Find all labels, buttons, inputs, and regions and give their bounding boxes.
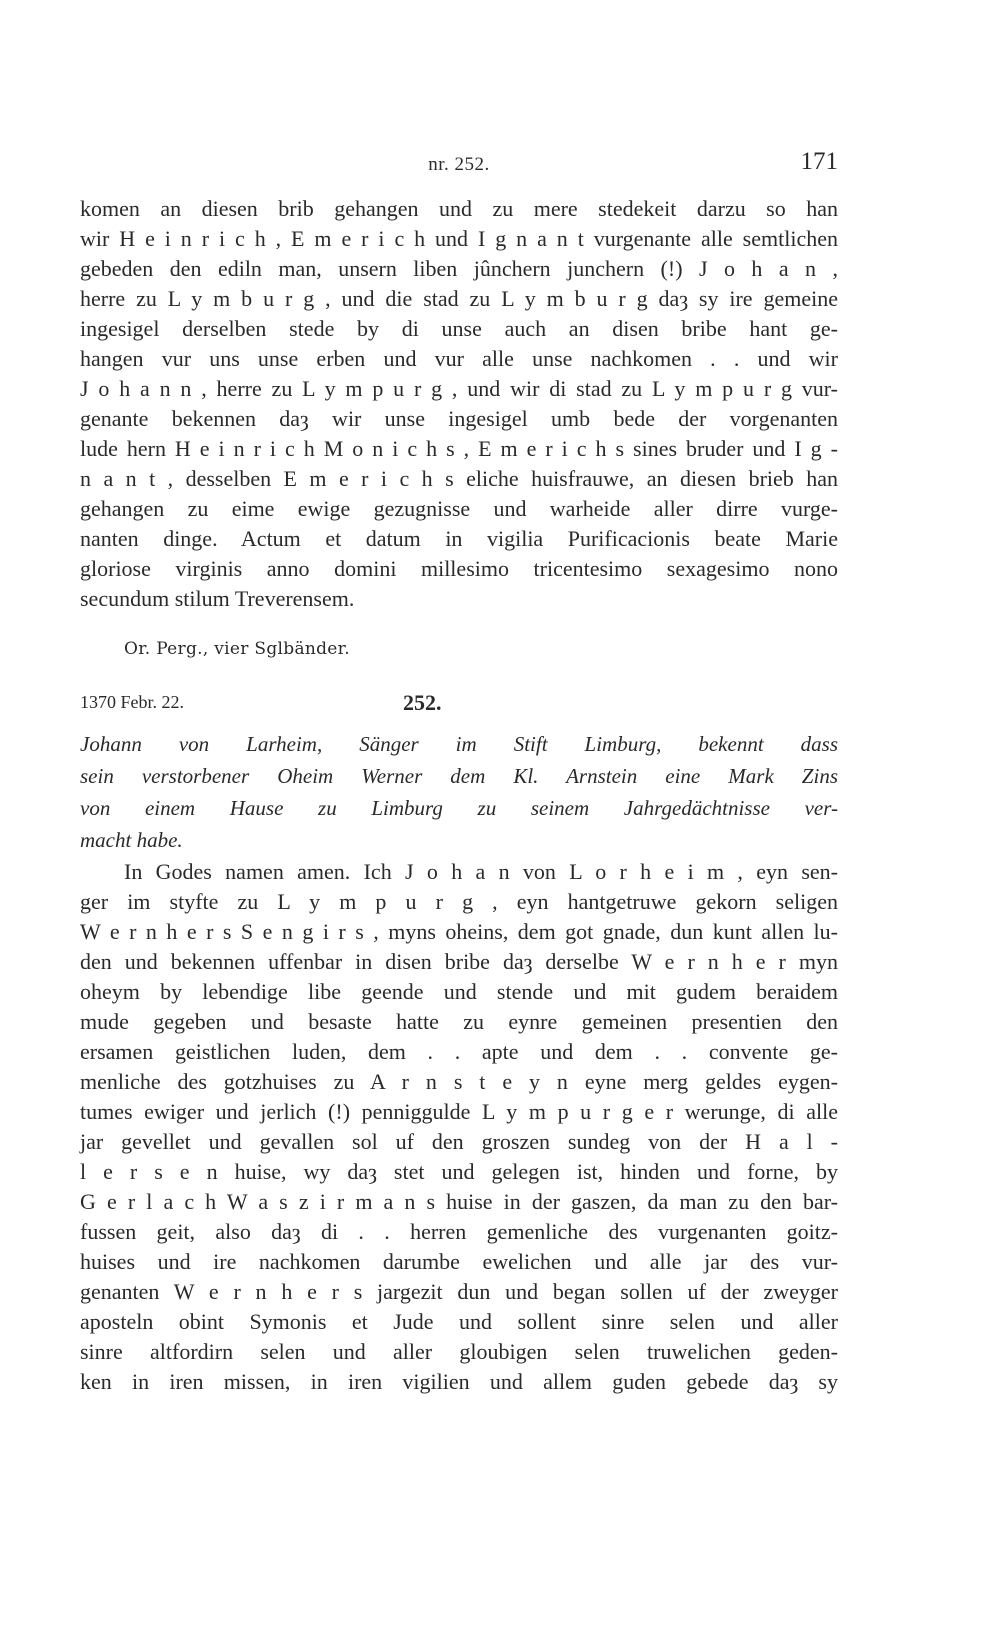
text-line: menliche des gotzhuises zu A r n s t e y n eyne merg geldes eygen- <box>80 1069 838 1094</box>
regest <box>80 728 838 856</box>
regest-line: macht habe. <box>80 828 183 852</box>
text-line: oheym by lebendige libe geende und stende und mit gudem beraidem <box>80 979 838 1004</box>
document-number: 252. <box>403 690 442 715</box>
text-line: hangen vur uns unse erben und vur alle unse nachkomen . . und wir <box>80 346 838 371</box>
text-line: genanten W e r n h e r s jargezit dun und began sollen uf der zweyger <box>80 1279 838 1304</box>
text-line: fussen geit, also daȝ di . . herren gemenliche des vurgenanten goitz- <box>80 1219 838 1244</box>
text-line: mude gegeben und besaste hatte zu eynre gemeinen presentien den <box>80 1009 838 1034</box>
text-line: aposteln obint Symonis et Jude und sollent sinre selen und aller <box>80 1309 838 1334</box>
text-line: In Godes namen amen. Ich J o h a n von L o r h e i m , eyn sen- <box>124 859 838 884</box>
text-line: wir H e i n r i c h , E m e r i c h und I g n a n t vurgenante alle semtlichen <box>80 226 838 251</box>
text-line: G e r l a c h W a s z i r m a n s huise in der gaszen, da man zu den bar- <box>80 1189 838 1214</box>
text-line: gebeden den ediln man, unsern liben jûnchern junchern (!) J o h a n , <box>80 256 838 281</box>
text-line: ersamen geistlichen luden, dem . . apte und dem . . convente ge- <box>80 1039 838 1064</box>
text-line: nanten dinge. Actum et datum in vigilia Purificacionis beate Marie <box>80 526 838 551</box>
text-line: sinre altfordirn selen und aller gloubigen selen truwelichen geden- <box>80 1339 838 1364</box>
regest-line: Johann von Larheim, Sänger im Stift Limburg, bekennt dass <box>80 732 838 756</box>
document-header <box>80 690 838 720</box>
text-line: den und bekennen uffenbar in disen bribe daȝ derselbe W e r n h e r myn <box>80 949 838 974</box>
text-line: genante bekennen daȝ wir unse ingesigel umb bede der vorgenanten <box>80 406 838 431</box>
running-head <box>80 148 838 178</box>
text-line: ger im styfte zu L y m p u r g , eyn hantgetruwe gekorn seligen <box>80 889 838 914</box>
text-line: lude hern H e i n r i c h M o n i c h s , E m e r i c h s sines bruder und I g - <box>80 436 838 461</box>
text-line: herre zu L y m b u r g , und die stad zu L y m b u r g daȝ sy ire gemeine <box>80 286 838 311</box>
text-line: ingesigel derselben stede by di unse auch an disen bribe hant ge- <box>80 316 838 341</box>
text-line: jar gevellet und gevallen sol uf den groszen sundeg von der H a l - <box>80 1129 838 1154</box>
text-line: huises und ire nachkomen darumbe ewelichen und alle jar des vur- <box>80 1249 838 1274</box>
page <box>80 0 840 1648</box>
page-number: 171 <box>800 148 838 175</box>
text-line: n a n t , desselben E m e r i c h s eliche huisfrauwe, an diesen brieb han <box>80 466 838 491</box>
document-body <box>80 857 838 1397</box>
text-line: W e r n h e r s S e n g i r s , myns oheins, dem got gnade, dun kunt allen lu- <box>80 919 838 944</box>
regest-line: von einem Hause zu Limburg zu seinem Jahrgedächtnisse ver- <box>80 796 838 820</box>
source-note: Or. Perg., vier Sglbänder. <box>124 639 350 659</box>
text-line: gehangen zu eime ewige gezugnisse und warheide aller dirre vurge- <box>80 496 838 521</box>
text-line: J o h a n n , herre zu L y m p u r g , und wir di stad zu L y m p u r g vur- <box>80 376 838 401</box>
text-line: l e r s e n huise, wy daȝ stet und gelegen ist, hinden und forne, by <box>80 1159 838 1184</box>
regest-line: sein verstorbener Oheim Werner dem Kl. Arnstein eine Mark Zins <box>80 764 838 788</box>
text-line: gloriose virginis anno domini millesimo tricentesimo sexagesimo nono <box>80 556 838 581</box>
continuation-text <box>80 194 838 614</box>
text-line: ken in iren missen, in iren vigilien und allem guden gebede daȝ sy <box>80 1369 838 1394</box>
text-line: secundum stilum Treverensem. <box>80 586 355 611</box>
text-line: tumes ewiger und jerlich (!) penniggulde L y m p u r g e r werunge, di alle <box>80 1099 838 1124</box>
document-date: 1370 Febr. 22. <box>80 692 185 712</box>
text-line: komen an diesen brib gehangen und zu mere stedekeit darzu so han <box>80 196 838 221</box>
running-head-center: nr. 252. <box>428 154 490 175</box>
